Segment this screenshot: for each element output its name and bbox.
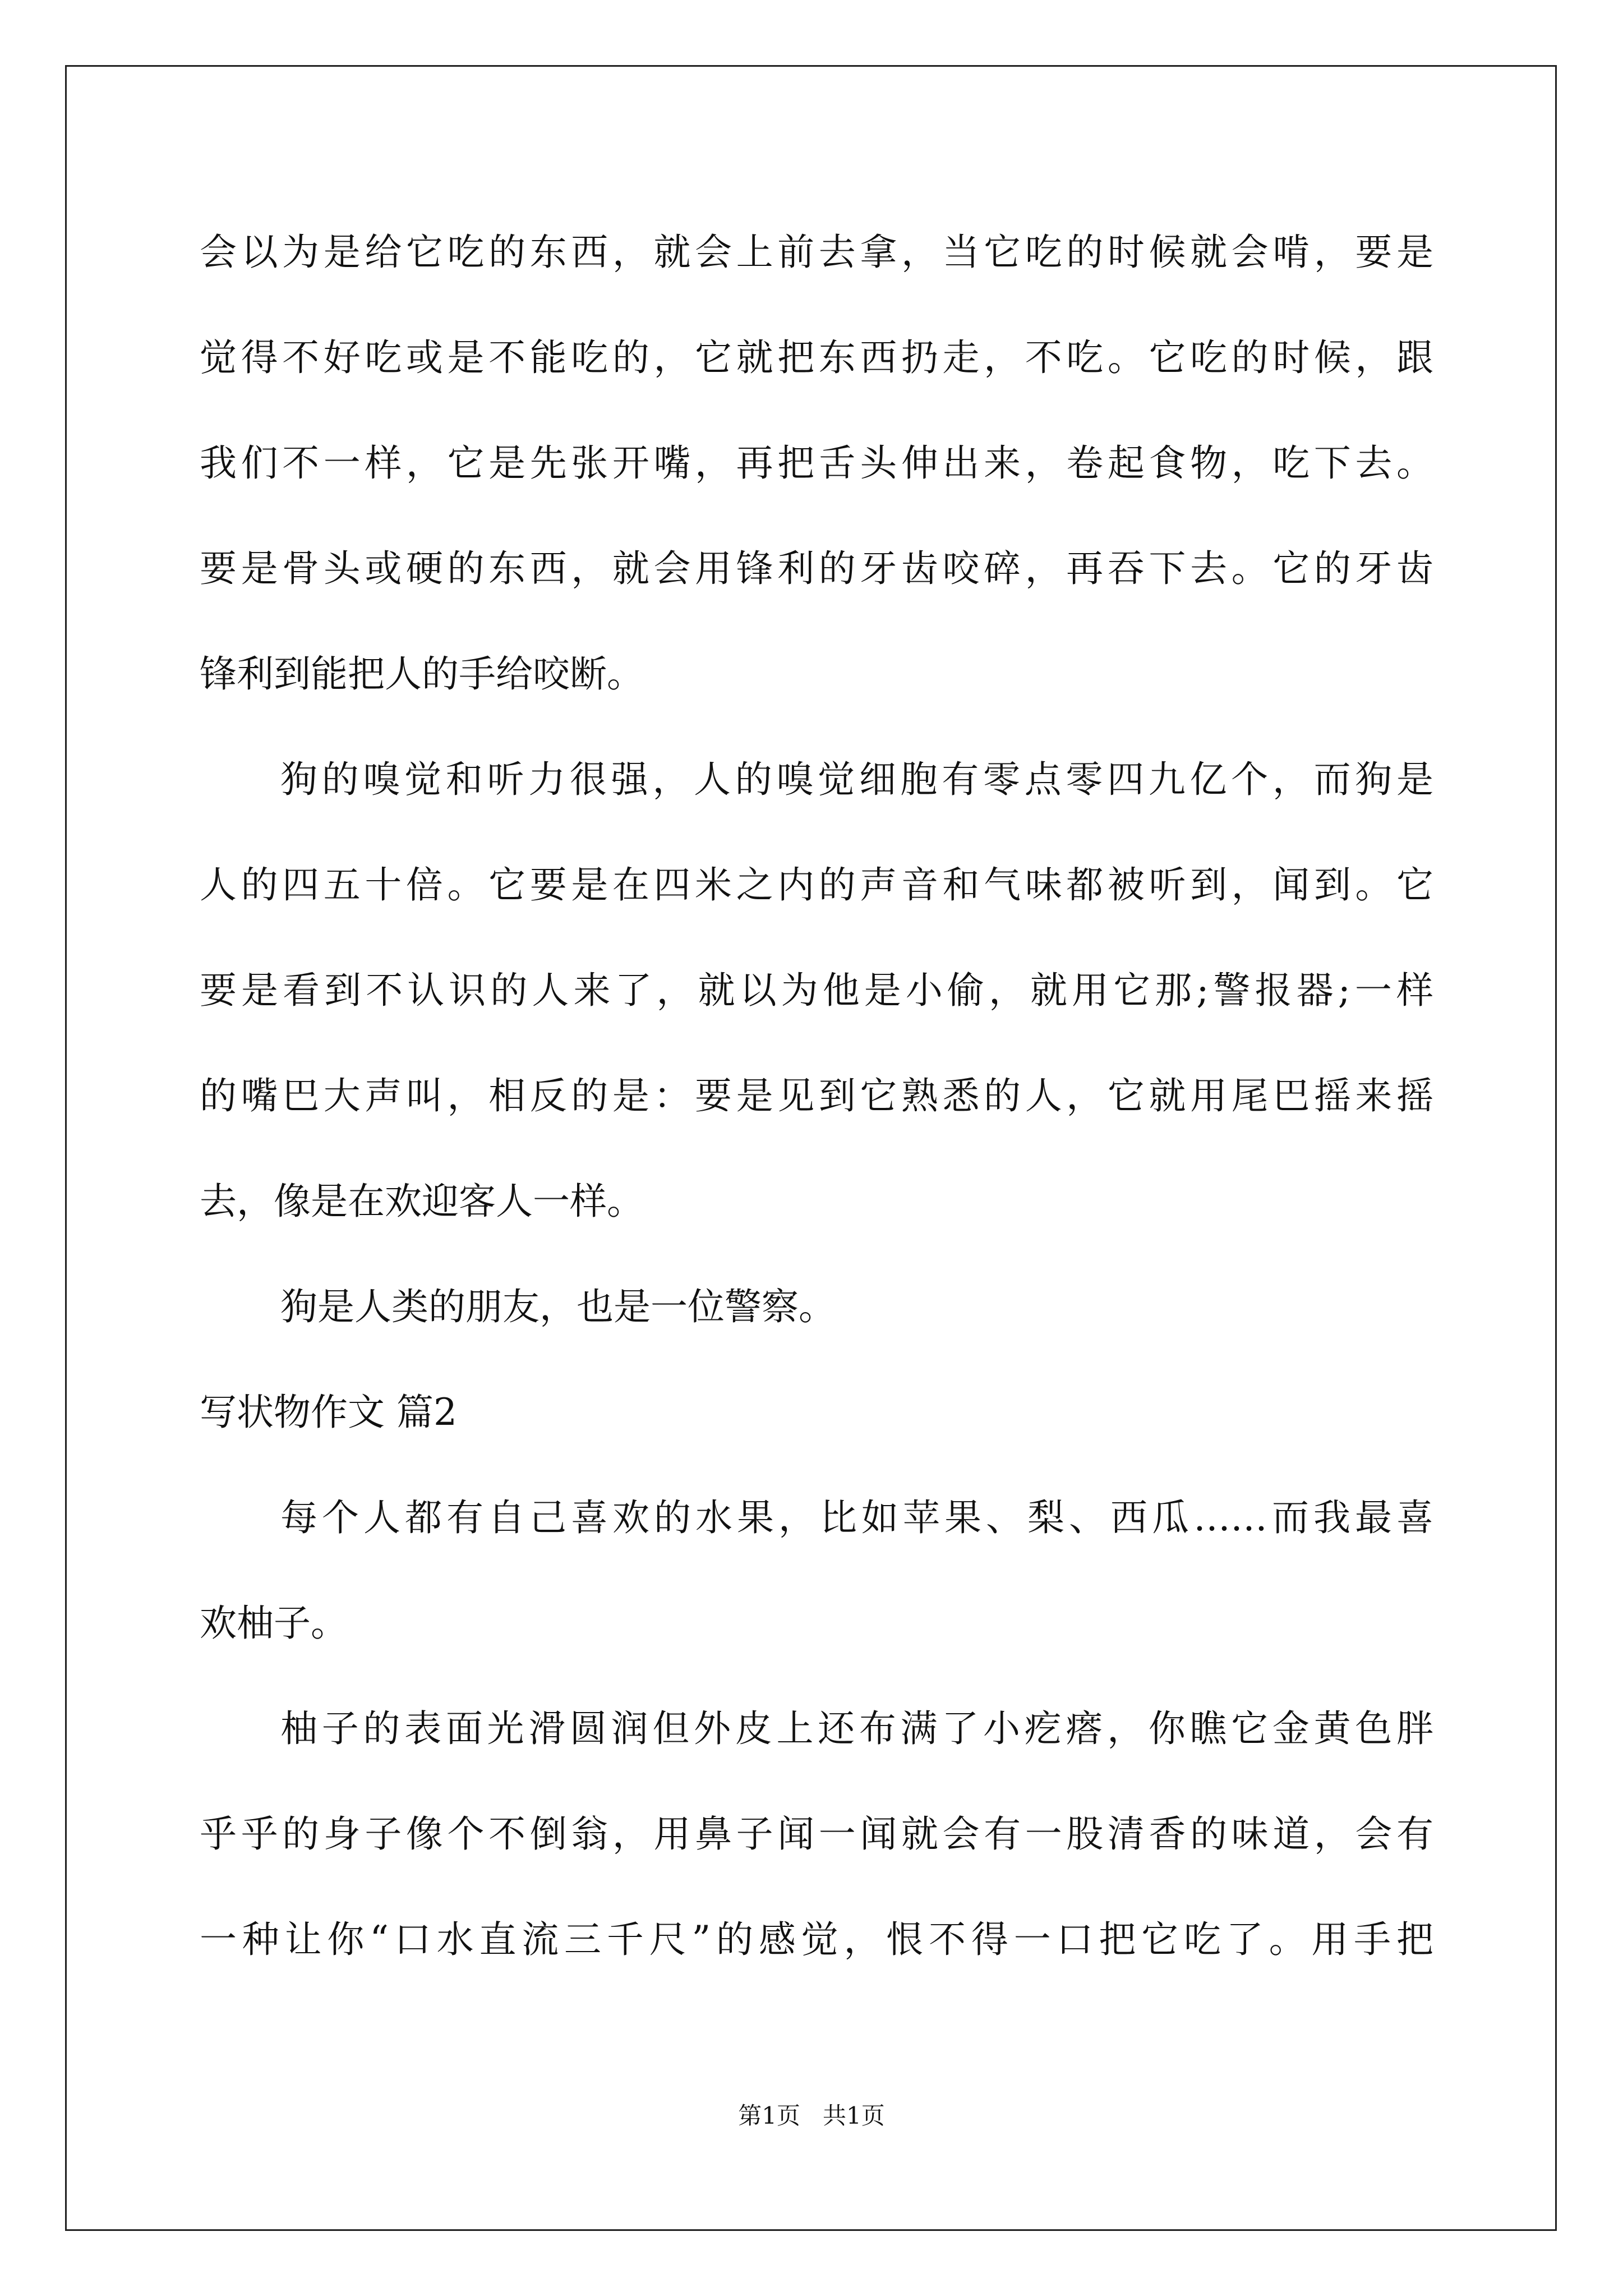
page-footer [0, 2100, 1623, 2132]
text-line: 会以为是给它吃的东西，就会上前去拿，当它吃的时候就会啃，要是 [200, 231, 1433, 274]
text-line: 柚子的表面光滑圆润但外皮上还布满了小疙瘩，你瞧它金黄色胖 [280, 1707, 1433, 1750]
text-line: 觉得不好吃或是不能吃的，它就把东西扔走，不吃。它吃的时候，跟 [200, 336, 1433, 379]
text-line: 的嘴巴大声叫，相反的是：要是见到它熟悉的人，它就用尾巴摇来摇 [200, 1074, 1433, 1117]
page-total: 共1页 [823, 2102, 885, 2129]
page-border [65, 65, 1557, 2231]
text-line: 狗是人类的朋友，也是一位警察。 [280, 1285, 836, 1328]
text-line: 一种让你“口水直流三千尺”的感觉，恨不得一口把它吃了。用手把 [200, 1918, 1433, 1961]
page-number: 第1页 [738, 2102, 800, 2129]
text-line: 我们不一样，它是先张开嘴，再把舌头伸出来，卷起食物，吃下去。 [200, 441, 1433, 485]
text-line: 要是看到不认识的人来了，就以为他是小偷，就用它那;警报器;一样 [200, 969, 1433, 1012]
text-line: 狗的嗅觉和听力很强，人的嗅觉细胞有零点零四九亿个，而狗是 [280, 758, 1433, 801]
text-line: 去，像是在欢迎客人一样。 [200, 1180, 644, 1223]
text-line: 每个人都有自己喜欢的水果，比如苹果、梨、西瓜……而我最喜 [280, 1496, 1433, 1539]
text-line: 欢柚子。 [200, 1602, 348, 1645]
text-line: 锋利到能把人的手给咬断。 [200, 652, 644, 696]
section-heading: 写状物作文 篇2 [200, 1391, 457, 1434]
text-line: 要是骨头或硬的东西，就会用锋利的牙齿咬碎，再吞下去。它的牙齿 [200, 547, 1433, 590]
text-line: 乎乎的身子像个不倒翁，用鼻子闻一闻就会有一股清香的味道，会有 [200, 1812, 1433, 1856]
text-line: 人的四五十倍。它要是在四米之内的声音和气味都被听到，闻到。它 [200, 863, 1433, 907]
